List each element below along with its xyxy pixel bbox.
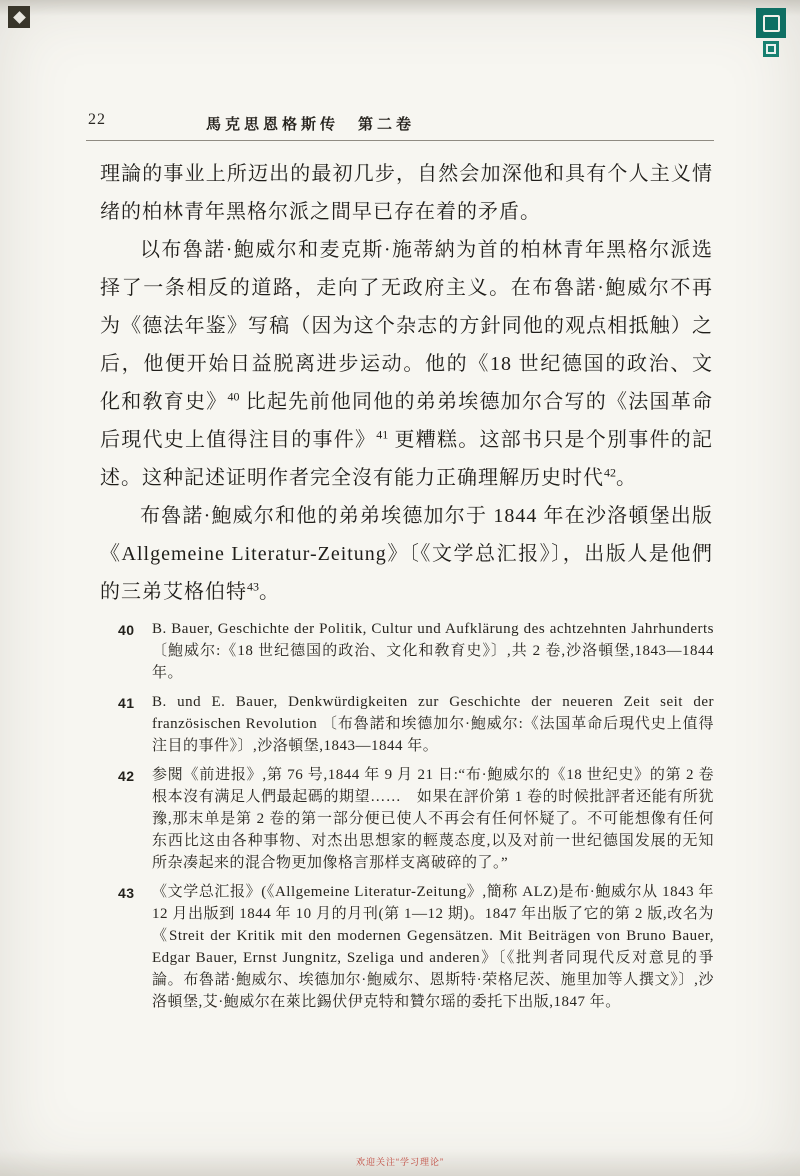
text-run: 。 bbox=[259, 581, 280, 603]
text-run: 比起先前他同他的弟弟埃德加尔合写的《法国革命后現代史上值得注目的事件》 bbox=[100, 391, 713, 451]
footnote-item bbox=[118, 881, 714, 1013]
footnote-text: B. und E. Bauer, Denkwürdigkeiten zur Geschichte der neueren Zeit seit der französischen Revolution 〔布魯諾和埃德加尔·鮑威尔:《法国革命后現代史上值得注目的事件》〕,沙洛頓堡,1843—1844 年。 bbox=[152, 694, 714, 754]
footnote-ref: 42 bbox=[604, 465, 616, 480]
text-run: 以布魯諾·鮑威尔和麦克斯·施蒂納为首的柏林青年黑格尔派选择了一条相反的道路，走向了无政府主义。在布魯諾·鮑威尔不再为《德法年鉴》写稿（因为这个杂志的方針同他的观点相抵触）之后，他便开始日益脱离进步运动。他的《18 世纪德国的政治、文化和敎育史》 bbox=[100, 239, 713, 413]
logo-glyph-icon bbox=[763, 15, 780, 32]
header-rule bbox=[86, 140, 714, 141]
paragraph bbox=[100, 497, 713, 611]
app-badge-teal-icon bbox=[763, 41, 779, 57]
footnote-number: 40 bbox=[118, 622, 135, 638]
footnotes bbox=[118, 618, 714, 1020]
paragraph bbox=[100, 155, 713, 231]
footnote-number: 41 bbox=[118, 695, 135, 711]
footnote-number: 42 bbox=[118, 768, 135, 784]
footnote-ref: 41 bbox=[376, 427, 389, 442]
footnote-text: 《文学总汇报》(《Allgemeine Literatur-Zeitung》,簡称 ALZ)是布·鮑威尔从 1843 年 12 月出版到 1844 年 10 月的月刊(第 1—12 期)。1847 年出版了它的第 2 版,改名为《Streit der Kritik mit den modernen Gegensätzen. Mit Beiträgen von Bruno Bauer, Edgar Bauer, Ernst Jungnitz, Szeliga und anderen》〔《批判者同現代反对意見的爭論。布魯諾·鮑威尔、埃德加尔·鮑威尔、恩斯特·荣格尼茨、施里加等人撰文》〕,沙洛頓堡,艾·鮑威尔在萊比錫伏伊克特和贊尔瑶的委托下出版,1847 年。 bbox=[152, 884, 714, 1010]
watermark-text: 欢迎关注“学习理论” bbox=[356, 1157, 444, 1167]
footnote-text: B. Bauer, Geschichte der Politik, Cultur und Aufklärung des achtzehnten Jahrhunderts 〔鮑威尔:《18 世纪德国的政治、文化和敎育史》〕,共 2 卷,沙洛頓堡,1843—1844 年。 bbox=[152, 621, 714, 681]
paragraph bbox=[100, 231, 713, 497]
footnote-text: 参閱《前进报》,第 76 号,1844 年 9 月 21 日:“布·鮑威尔的《18 世纪史》的第 2 卷根本沒有满足人們最起碼的期望…… 如果在評价第 1 卷的时候批評者还能有所犹豫,那末单是第 2 卷的第一部分便已使人不再会有任何怀疑了。不可能想像有任何东西比这由各种事物、对杰出思想家的輕蔑态度,以及对前一世纪德国发展的无知所杂凑起来的混合物更加像格言那样支离破碎的了。” bbox=[152, 767, 714, 871]
badge-glyph-icon bbox=[766, 44, 776, 54]
footnote-ref: 43 bbox=[247, 579, 259, 594]
footnote-item bbox=[118, 691, 714, 757]
header-title: 馬克思恩格斯传 第二卷 bbox=[206, 117, 416, 133]
body-text bbox=[100, 155, 713, 611]
footnote-item bbox=[118, 764, 714, 874]
footnote-item bbox=[118, 618, 714, 684]
text-run: 更糟糕。这部书只是个別事件的記述。这种記述证明作者完全沒有能力正确理解历史时代 bbox=[100, 429, 713, 489]
page-number: 22 bbox=[88, 111, 106, 128]
text-run: 理論的事业上所迈出的最初几步，自然会加深他和具有个人主义情绪的柏林青年黑格尔派之間早已存在着的矛盾。 bbox=[100, 163, 713, 223]
text-run: 。 bbox=[616, 467, 637, 489]
logo-glyph-icon bbox=[13, 11, 26, 24]
footnote-number: 43 bbox=[118, 885, 135, 901]
scanner-logo-dark-icon bbox=[8, 6, 30, 28]
running-header bbox=[88, 111, 714, 133]
app-logo-teal-icon bbox=[756, 8, 786, 38]
text-run: 布魯諾·鮑威尔和他的弟弟埃德加尔于 1844 年在沙洛頓堡出版《Allgemeine Literatur-Zeitung》〔《文学总汇报》〕，出版人是他們的三弟艾格伯特 bbox=[100, 505, 713, 603]
footnote-ref: 40 bbox=[227, 389, 240, 404]
